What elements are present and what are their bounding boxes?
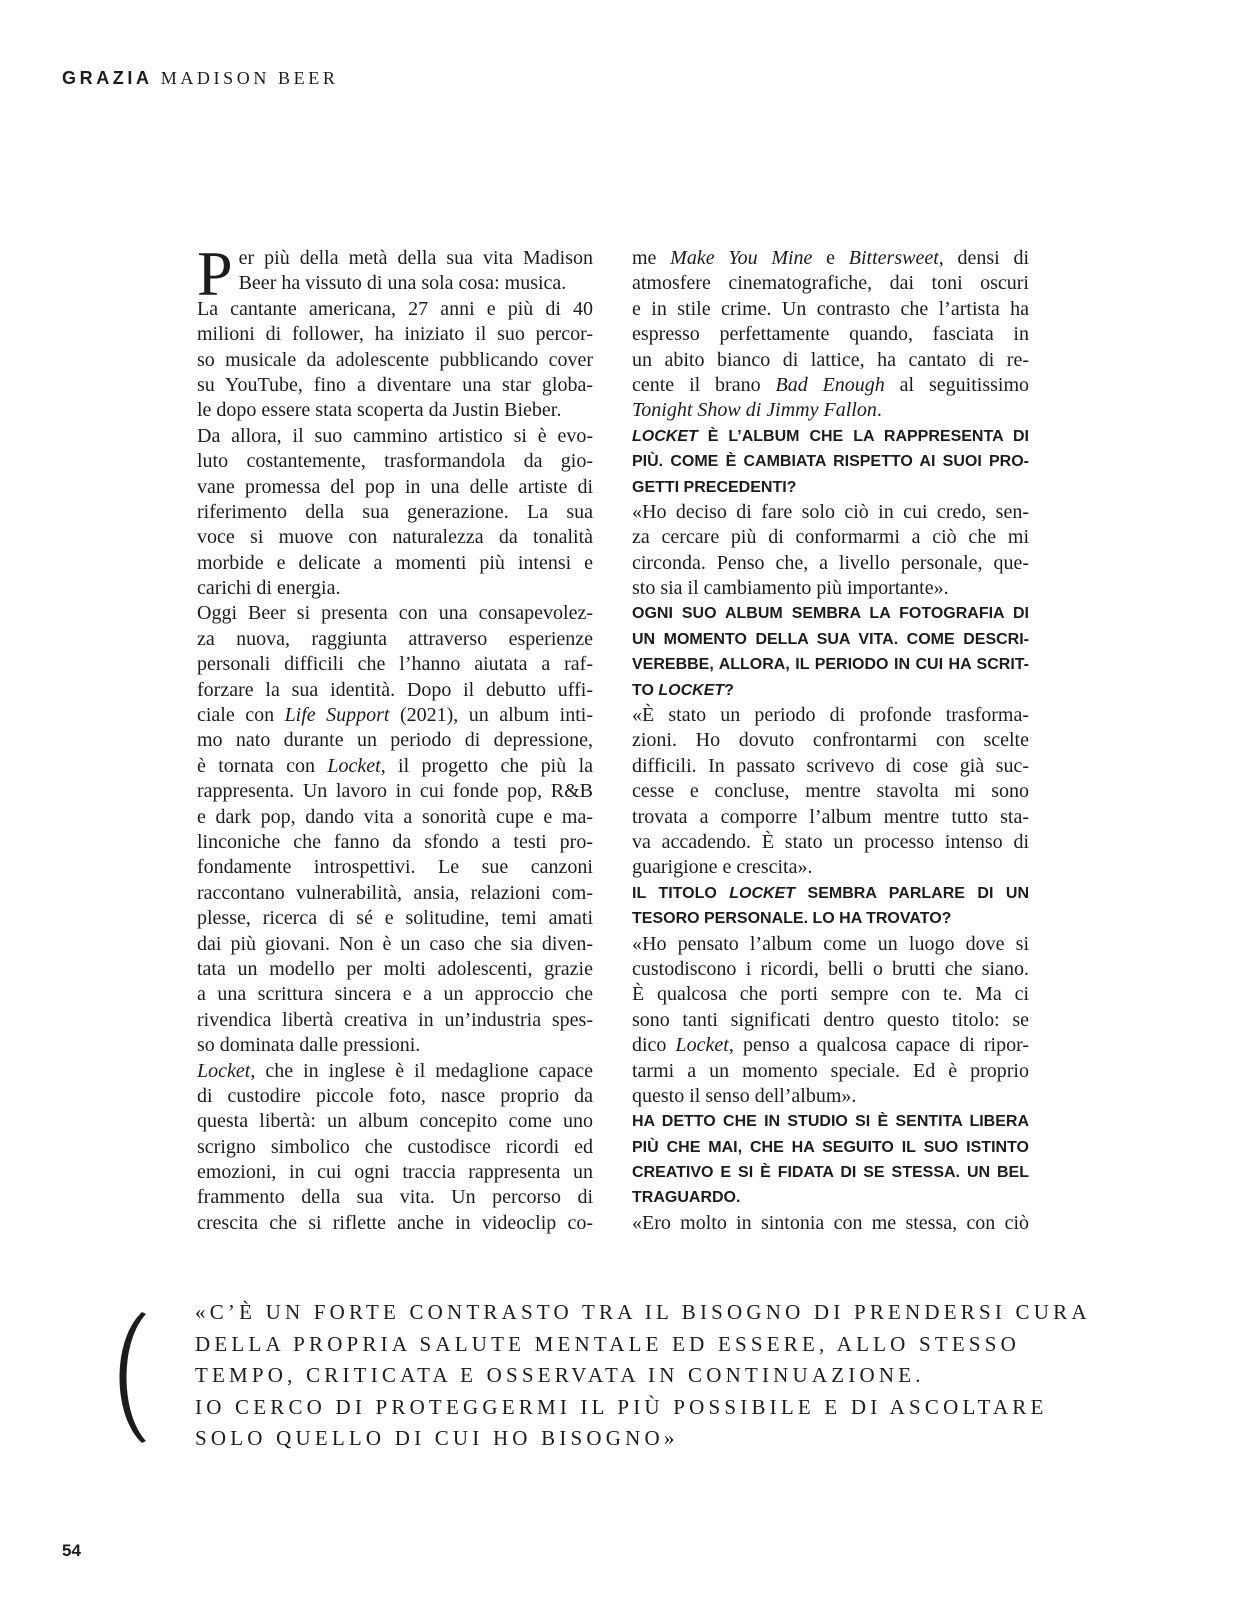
running-header [62,68,338,89]
magazine-brand: GRAZIA [62,68,153,88]
body-text-line: è tornata con Locket, il progetto che più la [197,754,594,777]
body-text-line: e in stile crime. Un contrasto che l’artista ha [632,297,1029,320]
body-text-line: raccontano vulnerabilità, ansia, relazioni com- [197,881,593,904]
body-text-line: va accadendo. È stato un processo intenso di [632,830,1029,853]
body-text-line: questa libertà: un album concepito come uno [197,1110,593,1133]
body-text-line: sono tanti significati dentro questo titolo: se [632,1008,1029,1031]
body-text-line: so dominata dalle pressioni. [197,1034,421,1057]
body-text-line: linconiche che fanno da sfondo a testi pro- [197,830,593,853]
body-text-line: espresso perfettamente quando, fasciata in [632,323,1029,346]
pull-quote-line: SOLO QUELLO DI CUI HO BISOGNO» [195,1426,679,1450]
interview-question-line: GETTI PRECEDENTI? [632,478,797,496]
body-text-line: Beer ha vissuto di una sola cosa: musica. [238,272,567,295]
article-column-right [632,246,1029,1236]
body-text-line: ciale con Life Support (2021), un album inti- [197,704,593,727]
body-text-line: riferimento della sua generazione. La sua [197,500,593,523]
drop-cap: P [197,238,233,309]
body-text-line: e dark pop, dando vita a sonorità cupe e ma- [197,805,593,828]
body-text-line: so musicale da adolescente pubblicando cover [197,348,593,371]
body-text-line: «Ho deciso di fare solo ciò in cui credo, sen- [632,500,1029,523]
body-text-line: dico Locket, penso a qualcosa capace di ripor- [632,1034,1029,1057]
body-text-line: «È stato un periodo di profonde trasforma- [632,704,1029,727]
body-text-line: frammento della sua vita. Un percorso di [197,1186,593,1209]
body-text-line: su YouTube, fino a diventare una star globa- [197,373,593,396]
body-text-line: di custodire piccole foto, nasce proprio da [197,1084,593,1107]
interview-question-line: PIÙ CHE MAI, CHE HA SEGUITO IL SUO ISTINTO [632,1138,1029,1156]
body-text-line: a una scrittura sincera e a un approccio che [197,983,593,1006]
body-text-line: voce si muove con naturalezza da tonalità [197,526,593,549]
body-text-line: guarigione e crescita». [632,856,813,879]
body-text-line: rivendica libertà creativa in un’industria spes- [197,1008,593,1031]
body-text-line: le dopo essere stata scoperta da Justin Bieber. [197,399,562,422]
body-text-line: za cercare più di conformarmi a ciò che mi [632,526,1029,549]
interview-question-line: IL TITOLO LOCKET SEMBRA PARLARE DI UN [632,884,1030,902]
body-text-line: difficili. In passato scrivevo di cose già suc- [632,754,1029,777]
body-text-line: atmosfere cinematografiche, dai toni oscuri [632,272,1029,295]
interview-question-line: VEREBBE, ALLORA, IL PERIODO IN CUI HA SCRIT- [632,656,1029,674]
body-text-line: È qualcosa che porti sempre con te. Ma ci [632,983,1029,1006]
body-text-line: questo il senso dell’album». [632,1084,857,1107]
interview-question-line: HA DETTO CHE IN STUDIO SI È SENTITA LIBERA [632,1113,1029,1131]
body-text-line: rappresenta. Un lavoro in cui fonde pop, R&B [197,780,593,803]
body-text-line: tarmi a un momento speciale. Ed è proprio [632,1059,1029,1082]
interview-question-line: UN MOMENTO DELLA SUA VITA. COME DESCRI- [632,630,1029,648]
body-text-line: carichi di energia. [197,577,341,600]
body-text-line: luto costantemente, trasformandola da gio- [197,450,593,473]
interview-question-line: TO LOCKET? [632,681,734,699]
body-text-line: trovata a comporre l’album mentre tutto sta- [632,805,1029,828]
body-text-line: cesse e concluse, mentre stavolta mi sono [632,780,1029,803]
pull-quote-line: «C’È UN FORTE CONTRASTO TRA IL BISOGNO DI PRENDERSI CURA [195,1300,1091,1324]
pull-quote-line: TEMPO, CRITICATA E OSSERVATA IN CONTINUAZIONE. [195,1363,925,1387]
body-text-line: un abito bianco di lattice, ha cantato di re- [632,348,1029,371]
body-text-line: milioni di follower, ha iniziato il suo percor- [197,323,593,346]
body-text-line: vane promessa del pop in una delle artiste di [197,475,593,498]
body-text-line: me Make You Mine e Bittersweet, densi di [632,247,1029,269]
interview-question-line: LOCKET È L’ALBUM CHE LA RAPPRESENTA DI [632,427,1029,445]
body-text-line: sto sia il cambiamento più importante». [632,577,949,600]
interview-question-line: OGNI SUO ALBUM SEMBRA LA FOTOGRAFIA DI [632,605,1029,623]
body-text-line: forzare la sua identità. Dopo il debutto uffi- [197,678,593,701]
interview-question-line: PIÙ. COME È CAMBIATA RISPETTO AI SUOI PRO- [632,453,1029,471]
body-text-line: «Ho pensato l’album come un luogo dove si [632,932,1029,955]
interview-question-line: TRAGUARDO. [632,1189,741,1207]
body-text-line: fondamente introspettivi. Le sue canzoni [197,856,593,879]
body-text-line: mo nato durante un periodo di depressione, [197,729,593,752]
body-text-line: Per più della metà della sua vita Madison [197,238,593,309]
body-text-line: Locket, che in inglese è il medaglione capace [197,1059,593,1082]
body-text-line: dai più giovani. Non è un caso che sia diven- [197,932,593,955]
body-text-line: za nuova, raggiunta attraverso esperienze [197,627,593,650]
body-text-line: «Ero molto in sintonia con me stessa, con ciò [632,1211,1029,1234]
body-text-line: morbide e delicate a momenti più intensi e [197,551,593,574]
interview-question-line: CREATIVO E SI È FIDATA DI SE STESSA. UN BEL [632,1164,1029,1182]
body-text-line: crescita che si riflette anche in videoclip co- [197,1211,593,1234]
body-text-line: custodiscono i ricordi, belli o brutti che siano. [632,957,1029,980]
body-text-line: scrigno simbolico che custodisce ricordi ed [197,1135,593,1158]
pull-quote-line: IO CERCO DI PROTEGGERMI IL PIÙ POSSIBILE E DI ASCOLTARE [195,1394,1048,1419]
opening-parenthesis-icon [112,1310,152,1445]
body-text-line: Tonight Show di Jimmy Fallon. [632,399,882,422]
body-text-line: circonda. Penso che, a livello personale, que- [632,551,1029,574]
body-text-line: La cantante americana, 27 anni e più di 40 [197,297,593,320]
body-text-line: cente il brano Bad Enough al seguitissimo [632,373,1029,396]
body-text-line: plesse, ricerca di sé e solitudine, temi amati [197,907,593,930]
body-text-line: emozioni, in cui ogni traccia rappresenta un [197,1161,593,1184]
body-text-line: tata un modello per molti adolescenti, grazie [197,957,593,980]
body-text-line: Oggi Beer si presenta con una consapevolez- [197,602,593,625]
body-text-line: Da allora, il suo cammino artistico si è evo- [197,424,593,447]
body-text-line: zioni. Ho dovuto confrontarmi con scelte [632,729,1029,752]
article-topic: MADISON BEER [160,68,339,88]
page-number: 54 [62,1541,81,1560]
body-text-line: personali difficili che l’hanno aiutata a raf- [197,653,593,676]
pull-quote [195,1297,1091,1455]
pull-quote-line: DELLA PROPRIA SALUTE MENTALE ED ESSERE, ALLO STESSO [195,1331,1021,1356]
article-column-left [197,238,594,1236]
interview-question-line: TESORO PERSONALE. LO HA TROVATO? [632,910,952,928]
